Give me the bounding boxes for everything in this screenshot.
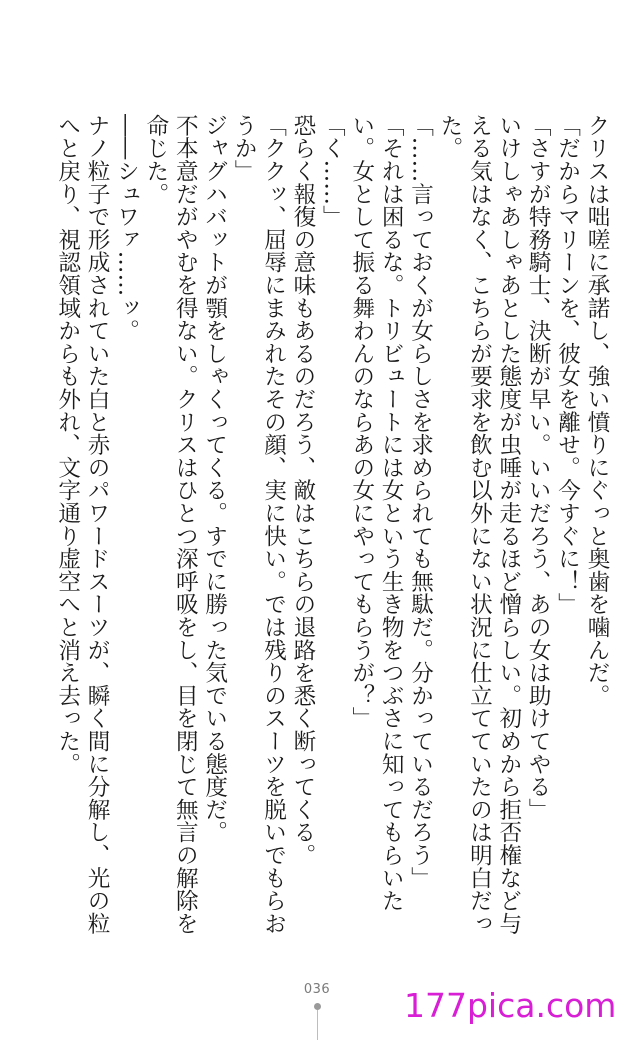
page-dot-icon	[314, 1003, 321, 1010]
paragraph: 「だからマリーンを、彼女を離せ。今すぐに！」	[554, 114, 581, 616]
paragraph: クリスは咄嗟に承諾し、強い憤りにぐっと奥歯を噛んだ。	[584, 114, 610, 707]
paragraph: 「く……」	[319, 114, 346, 228]
paragraph: 「それは困るな。トリビュートには女という生き物をつぶさに知ってもらいたい。女として振る舞わんのならあの女にやってもらうが？」	[348, 114, 405, 912]
page-number: 036	[303, 982, 331, 997]
paragraph: 「……言っておくが女らしさを求められても無駄だ。分かっているだろう」	[407, 114, 434, 890]
paragraph: いけしゃあしゃあとした態度が虫唾が走るほど憎らしい。初めから拒否権など与える気はなく、こちらが要求を飲む以外にない状況に仕立てていたのは明白だった。	[436, 114, 522, 935]
paragraph: 「ククッ、屈辱にまみれたその顔、実に快い。では残りのスーツを脱いでもらおうか」	[231, 114, 287, 935]
paragraph: 恐らく報復の意味もあるのだろう、敵はこちらの退路を悉く断ってくる。	[289, 114, 316, 867]
paragraph: 「さすが特務騎士、決断が早い。いいだろう、あの女は助けてやる」	[525, 114, 552, 821]
paragraph: ナノ粒子で形成されていた白と赤のパワードスーツが、瞬く間に分解し、光の粒へと戻り、視認領域からも外れ、文字通り虚空へと消え去った。	[54, 114, 111, 935]
vertical-text-body	[16, 114, 611, 944]
paragraph: 不本意だがやむを得ない。クリスはひとつ深呼吸をし、目を閉じて無言の解除を命じた。	[142, 114, 199, 935]
watermark: 177pica.com	[404, 986, 617, 1025]
page-line-decoration	[317, 1010, 318, 1040]
paragraph: ――シュワァ……ッ。	[113, 114, 140, 342]
page-footer	[300, 982, 334, 1040]
paragraph: ジャグハバットが顎をしゃくってくる。すでに勝った気でいる態度だ。	[201, 114, 228, 844]
